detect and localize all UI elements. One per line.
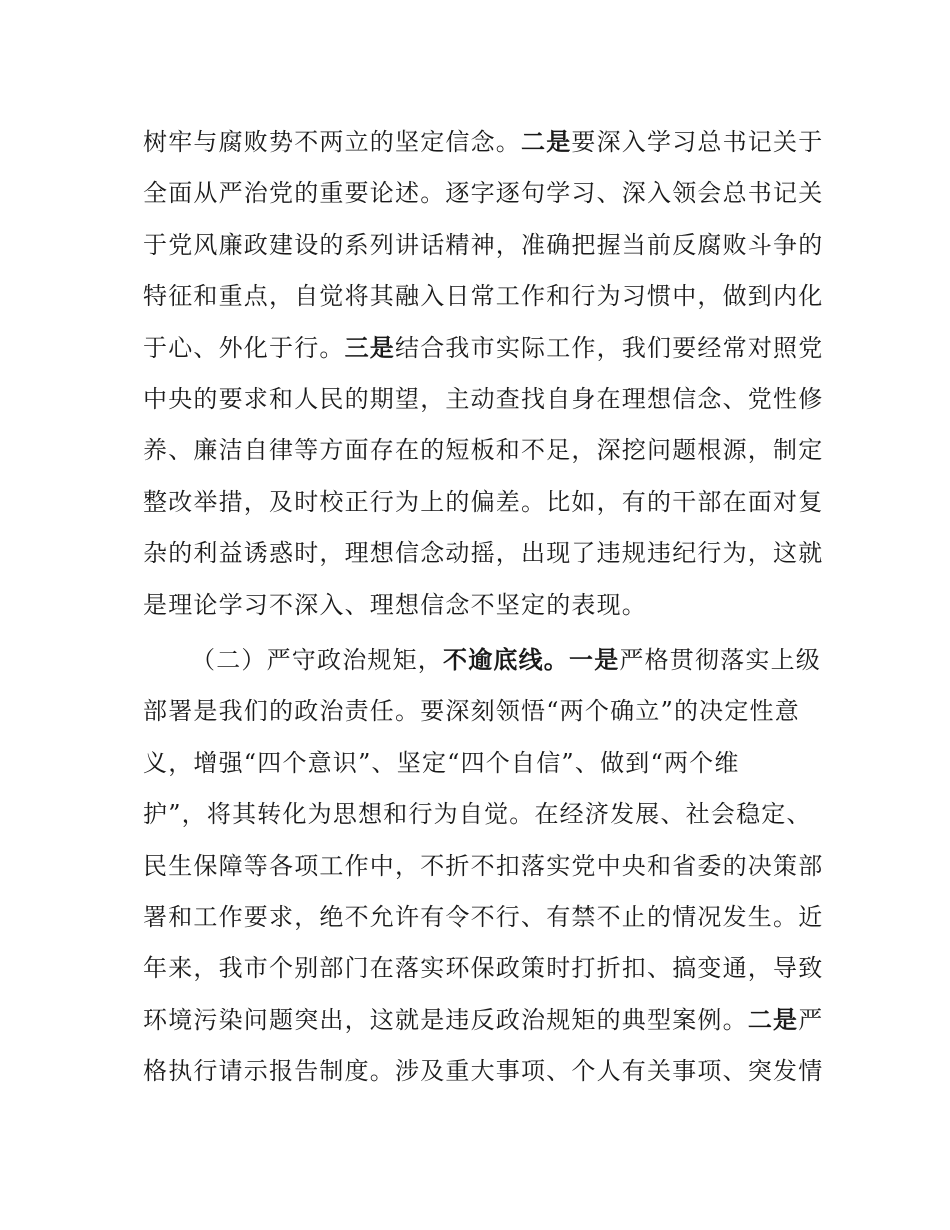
text-segment: 年来，我市个别部门在落实环保政策时打折扣、搞变通，导致 bbox=[143, 954, 824, 983]
text-segment: 部署是我们的政治责任。要深刻领悟“两个确立”的决定性意 bbox=[143, 697, 800, 726]
text-line bbox=[143, 949, 824, 1000]
text-segment: 民生保障等各项工作中，不折不扣落实党中央和省委的决策部 bbox=[143, 851, 824, 880]
text-segment: 整改举措，及时校正行为上的偏差。比如，有的干部在面对复 bbox=[143, 487, 824, 516]
text-line bbox=[143, 329, 824, 380]
text-line bbox=[143, 123, 824, 174]
text-segment: 于心、外化于行。 bbox=[143, 333, 345, 362]
bold-text-segment: 二是 bbox=[521, 128, 572, 156]
text-line bbox=[143, 641, 822, 692]
bold-text-segment: 一是 bbox=[569, 646, 620, 674]
text-line bbox=[143, 380, 824, 431]
text-line bbox=[143, 1052, 824, 1103]
text-segment: 于党风廉政建设的系列讲话精神，准确把握当前反腐败斗争的 bbox=[143, 230, 824, 259]
text-segment: 结合我市实际工作，我们要经常对照党 bbox=[395, 333, 824, 362]
text-line bbox=[143, 534, 824, 585]
text-line bbox=[143, 847, 824, 898]
text-line bbox=[143, 898, 824, 949]
bold-text-segment: 三是 bbox=[344, 333, 396, 362]
text-segment: 护”，将其转化为思想和行为自觉。在经济发展、社会稳定、 bbox=[143, 800, 812, 829]
text-segment: 格执行请示报告制度。涉及重大事项、个人有关事项、突发情 bbox=[143, 1057, 824, 1086]
text-line bbox=[143, 277, 824, 328]
text-line bbox=[143, 226, 824, 277]
text-line bbox=[143, 692, 808, 743]
text-segment: 环境污染问题突出，这就是违反政治规矩的典型案例。 bbox=[143, 1005, 748, 1034]
text-segment: 严 bbox=[798, 1005, 824, 1034]
text-segment: 署和工作要求，绝不允许有令不行、有禁不止的情况发生。近 bbox=[143, 902, 824, 931]
paragraph-2 bbox=[143, 641, 824, 1104]
text-line bbox=[143, 483, 824, 534]
text-line bbox=[143, 795, 812, 846]
bold-text-segment: 不逾底线。 bbox=[443, 646, 569, 674]
text-line bbox=[143, 1001, 824, 1052]
text-segment: 要深入学习总书记关于 bbox=[571, 128, 824, 156]
text-segment: 树牢与腐败势不两立的坚定信念。 bbox=[143, 128, 521, 156]
text-segment: 杂的利益诱惑时，理想信念动摇，出现了违规违纪行为，这就 bbox=[143, 539, 824, 568]
text-segment: 中央的要求和人民的期望，主动查找自身在理想信念、党性修 bbox=[143, 384, 824, 413]
text-segment: 全面从严治党的重要论述。逐字逐句学习、深入领会总书记关 bbox=[143, 179, 824, 208]
bold-text-segment: 二是 bbox=[747, 1005, 799, 1034]
text-segment: （二）严守政治规矩， bbox=[191, 646, 443, 674]
text-line bbox=[143, 431, 824, 482]
text-segment: 养、廉洁自律等方面存在的短板和不足，深挖问题根源，制定 bbox=[143, 436, 824, 465]
text-segment: 是理论学习不深入、理想信念不坚定的表现。 bbox=[143, 590, 647, 619]
text-segment: 严格贯彻落实上级 bbox=[619, 646, 822, 674]
text-segment: 特征和重点，自觉将其融入日常工作和行为习惯中，做到内化 bbox=[143, 282, 824, 311]
text-line bbox=[143, 744, 808, 795]
text-line bbox=[143, 586, 808, 637]
paragraph-1 bbox=[143, 123, 824, 637]
text-segment: 义，增强“四个意识”、坚定“四个自信”、做到“两个维 bbox=[143, 748, 740, 777]
text-line bbox=[143, 174, 824, 225]
